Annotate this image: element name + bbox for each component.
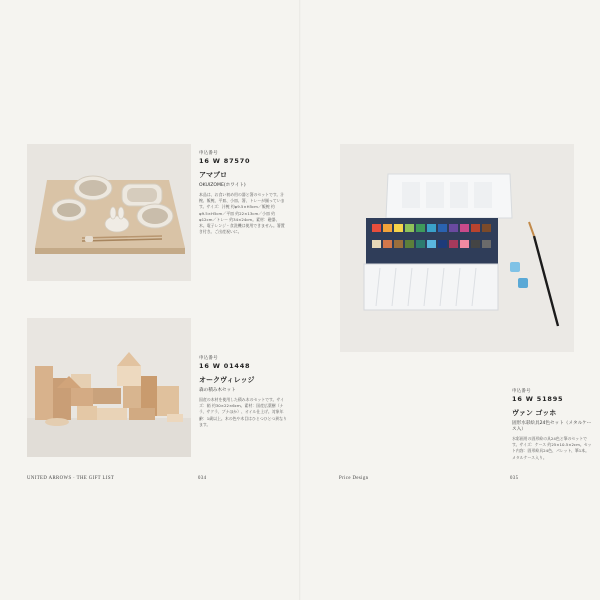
code-label: 申込番号 — [512, 389, 531, 394]
product-subtitle: 森の積み木セット — [199, 388, 236, 393]
product-brand: アマブロ — [199, 171, 227, 179]
running-footer-left: UNITED ARROWS · THE GIFT LIST — [27, 476, 115, 481]
code-label: 申込番号 — [199, 151, 218, 156]
page-number-right: 035 — [510, 476, 519, 481]
product-description: 水彩画用の固形絵の具24色と筆のセットです。サイズ：ケース 約25×10.5×2cm。セット内容：固形絵具24色、パレット、筆1本。メタルケース入り。 — [512, 436, 592, 460]
product-code: 16 W 01448 — [199, 362, 251, 370]
product-entry-okuizome — [199, 150, 287, 235]
product-description: 国産の木材を使用した積み木のセットです。サイズ：箱 約30×22×6cm。素材：国産広葉樹（ナラ、サクラ、ブナほか）、オイル仕上げ。対象年齢：1歳以上。木の色や木目はひとつひとつ異なります。 — [199, 397, 287, 427]
photo-wooden-blocks — [27, 318, 191, 457]
photo-okuizome-tableware — [27, 144, 191, 281]
product-code: 16 W 87570 — [199, 157, 251, 165]
page-number-left: 034 — [198, 476, 207, 481]
running-footer-right: Price Design — [339, 476, 369, 481]
product-subtitle: 固形水彩絵具24色セット（メタルケース入） — [512, 421, 592, 432]
gutter — [299, 0, 301, 600]
product-brand: オークヴィレッジ — [199, 376, 255, 384]
code-label: 申込番号 — [199, 356, 218, 361]
product-description: 本品は、お食い初め用の器と箸のセットです。汁椀、飯椀、平皿、小皿、箸、トレーが揃っています。サイズ：汁椀 約φ9.5×H5cm／飯椀 約φ9.5×H5cm／平皿 約22×13cm／小皿 約φ12cm／トレー 約34×24cm。素材：磁器、木。電子レンジ・食洗機は使用できません。箸置き付き。ご出産祝いに。 — [199, 192, 285, 235]
product-brand: ヴァン ゴッホ — [512, 409, 557, 417]
product-entry-wooden-blocks — [199, 355, 287, 428]
product-entry-watercolor — [512, 388, 592, 461]
product-code: 16 W 51895 — [512, 395, 564, 403]
photo-watercolor-set — [340, 144, 574, 352]
product-subtitle: OKUIZOME(ホワイト) — [199, 183, 246, 188]
